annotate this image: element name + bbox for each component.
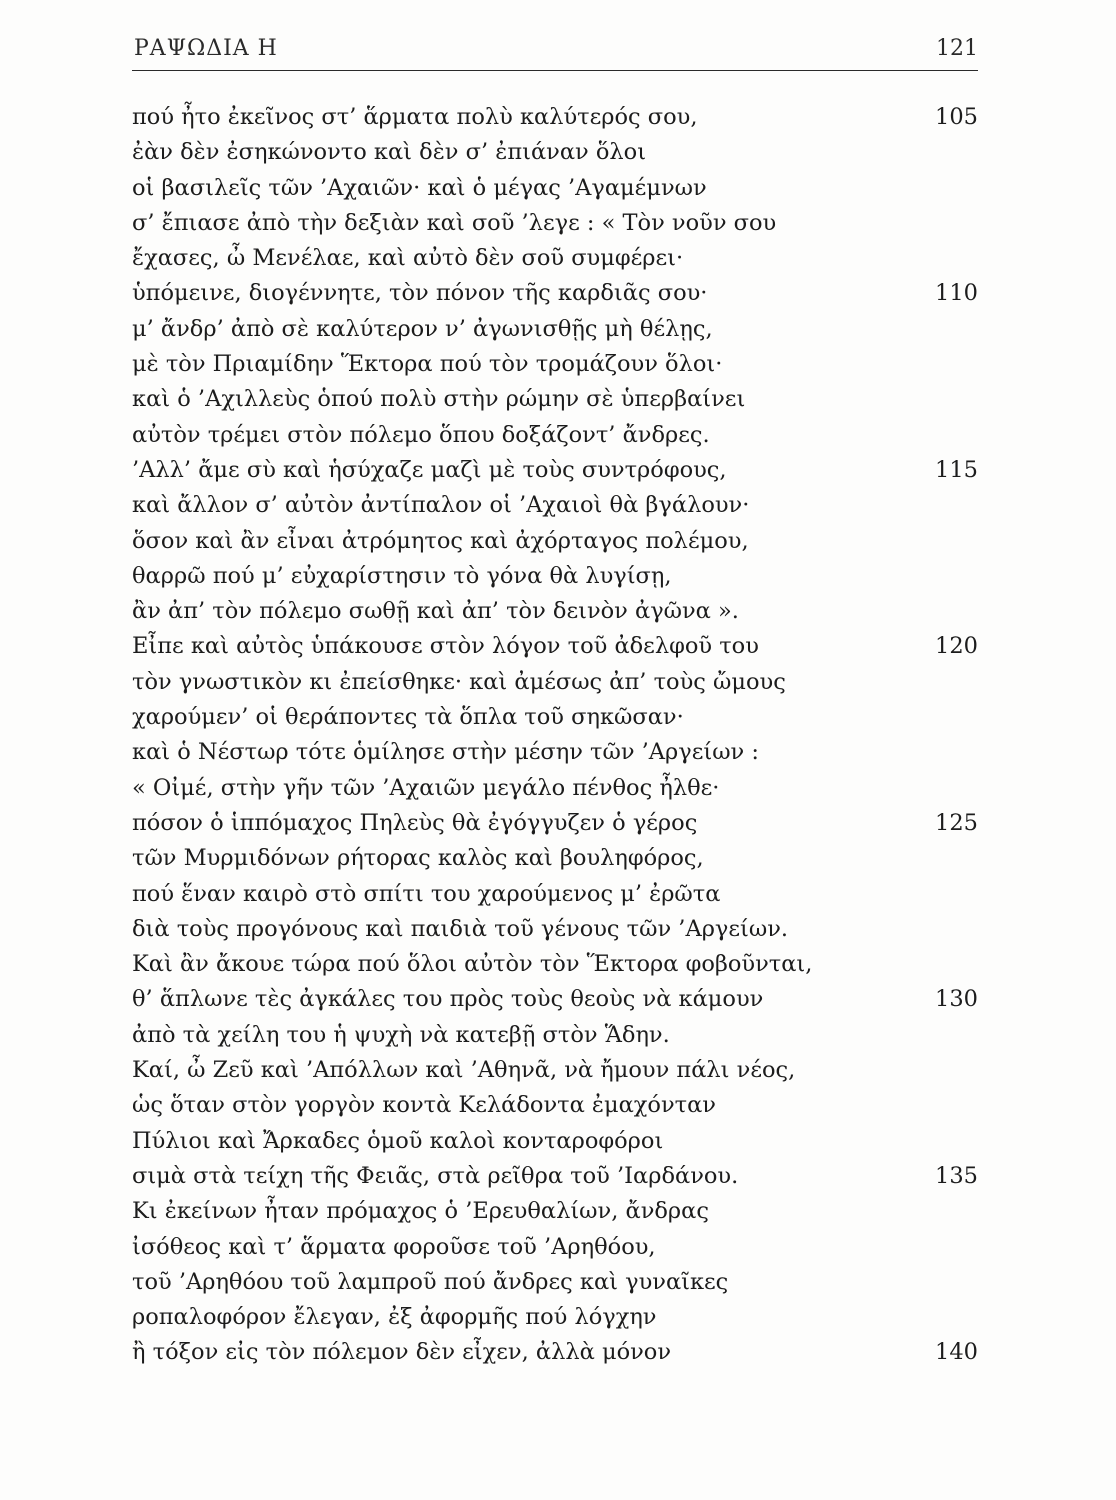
verse-text: ἔχασες, ὦ Μενέλαε, καὶ αὐτὸ δὲν σοῦ συμφέρει· [132, 245, 684, 272]
verse-line [132, 100, 978, 135]
verse-text: τῶν Μυρμιδόνων ρήτορας καλὸς καὶ βουληφόρος, [132, 845, 704, 872]
verse-text: οἱ βασιλεῖς τῶν ’Αχαιῶν· καὶ ὁ μέγας ’Αγαμέμνων [132, 174, 707, 201]
verse-line [132, 594, 978, 629]
verse-text: ἰσόθεος καὶ τ’ ἅρματα φοροῦσε τοῦ ’Αρηθόου, [132, 1233, 656, 1260]
verse-text: μὲ τὸν Πριαμίδην Ἕκτορα πού τὸν τρομάζουν ὅλοι· [132, 351, 723, 378]
line-number: 125 [935, 809, 978, 836]
verse-line [132, 1194, 978, 1229]
line-number: 140 [935, 1339, 978, 1366]
verse-line [132, 418, 978, 453]
verse-text: πού ἦτο ἐκεῖνος στ’ ἅρματα πολὺ καλύτερός σου, [132, 104, 698, 130]
line-number: 105 [935, 104, 978, 130]
verse-line [132, 1088, 978, 1123]
verse-line [132, 1300, 978, 1335]
verse-text: πού ἕναν καιρὸ στὸ σπίτι του χαρούμενος μ’ ἐρῶτα [132, 880, 721, 907]
verse-line [132, 488, 978, 523]
verse-line [132, 1018, 978, 1053]
verse-text: « Οἰμέ, στὴν γῆν τῶν ’Αχαιῶν μεγάλο πένθος ἦλθε· [132, 774, 720, 801]
verse-text: ἐὰν δὲν ἐσηκώνοντο καὶ δὲν σ’ ἐπιάναν ὅλοι [132, 139, 647, 166]
verse-text: καὶ ὁ Νέστωρ τότε ὁμίλησε στὴν μέσην τῶν ’Αργείων : [132, 739, 759, 766]
running-title: ΡΑΨΩΔΙΑ Η [134, 36, 278, 61]
verse-line [132, 771, 978, 806]
verse-text: θ’ ἅπλωνε τὲς ἀγκάλες του πρὸς τοὺς θεοὺς νὰ κάμουν [132, 986, 764, 1013]
line-number: 130 [935, 986, 978, 1013]
verse-line [132, 382, 978, 417]
verse-line [132, 806, 978, 841]
verse-line [132, 982, 978, 1017]
verse-text: θαρρῶ πού μ’ εὐχαρίστησιν τὸ γόνα θὰ λυγίσῃ, [132, 562, 672, 589]
verse-text: ἢ τόξον εἰς τὸν πόλεμον δὲν εἶχεν, ἀλλὰ μόνον [132, 1339, 672, 1366]
verse-text: χαρούμεν’ οἱ θεράποντες τὰ ὅπλα τοῦ σηκῶσαν· [132, 704, 684, 731]
verse-text: πόσον ὁ ἱππόμαχος Πηλεὺς θὰ ἐγόγγυζεν ὁ γέρος [132, 809, 698, 836]
verse-line [132, 1159, 978, 1194]
verse-text: Καί, ὦ Ζεῦ καὶ ’Απόλλων καὶ ’Αθηνᾶ, νὰ ἤμουν πάλι νέος, [132, 1057, 796, 1084]
verse-line [132, 347, 978, 382]
verse-line [132, 559, 978, 594]
verse-text: ὡς ὅταν στὸν γοργὸν κοντὰ Κελάδοντα ἐμαχόνταν [132, 1092, 716, 1119]
verse-text: Κι ἐκείνων ἦταν πρόμαχος ὁ ’Ερευθαλίων, ἄνδρας [132, 1198, 709, 1225]
verse-line [132, 241, 978, 276]
verse-line [132, 135, 978, 170]
verse-text: καὶ ἄλλον σ’ αὐτὸν ἀντίπαλον οἱ ’Αχαιοὶ θὰ βγάλουν· [132, 492, 750, 519]
verse-line [132, 877, 978, 912]
verse-text: ὑπόμεινε, διογέννητε, τὸν πόνον τῆς καρδιᾶς σου· [132, 280, 708, 307]
verse-line [132, 912, 978, 947]
verse-line [132, 1335, 978, 1370]
verse-line [132, 700, 978, 735]
running-head [132, 30, 978, 71]
poem-lines [132, 100, 978, 1371]
line-number: 110 [935, 280, 978, 307]
verse-text: ὅσον καὶ ἂν εἶναι ἀτρόμητος καὶ ἀχόρταγος πολέμου, [132, 527, 749, 554]
verse-line [132, 312, 978, 347]
verse-line [132, 206, 978, 241]
page-number: 121 [936, 36, 978, 61]
verse-line [132, 841, 978, 876]
line-number: 135 [935, 1162, 978, 1189]
verse-line [132, 735, 978, 770]
verse-line [132, 665, 978, 700]
verse-text: αὐτὸν τρέμει στὸν πόλεμο ὅπου δοξάζοντ’ ἄνδρες. [132, 421, 710, 448]
verse-text: τὸν γνωστικὸν κι ἐπείσθηκε· καὶ ἀμέσως ἀπ’ τοὺς ὤμους [132, 668, 786, 695]
verse-line [132, 171, 978, 206]
verse-text: Πύλιοι καὶ Ἄρκαδες ὁμοῦ καλοὶ κονταροφόροι [132, 1127, 664, 1154]
verse-text: ἂν ἀπ’ τὸν πόλεμο σωθῇ καὶ ἀπ’ τὸν δεινὸν ἀγῶνα ». [132, 598, 739, 625]
verse-text: σιμὰ στὰ τείχη τῆς Φειᾶς, στὰ ρεῖθρα τοῦ ’Ιαρδάνου. [132, 1162, 739, 1189]
verse-line [132, 1124, 978, 1159]
verse-line [132, 276, 978, 311]
verse-line [132, 629, 978, 664]
verse-text: μ’ ἄνδρ’ ἀπὸ σὲ καλύτερον ν’ ἀγωνισθῇς μὴ θέλῃς, [132, 315, 713, 342]
verse-line [132, 453, 978, 488]
verse-text: σ’ ἔπιασε ἀπὸ τὴν δεξιὰν καὶ σοῦ ’λεγε : « Τὸν νοῦν σου [132, 209, 777, 236]
verse-text: ἀπὸ τὰ χείλη του ἡ ψυχὴ νὰ κατεβῇ στὸν Ἅδην. [132, 1021, 670, 1048]
line-number: 115 [935, 456, 978, 483]
verse-text: Εἶπε καὶ αὐτὸς ὑπάκουσε στὸν λόγον τοῦ ἀδελφοῦ του [132, 633, 759, 660]
verse-line [132, 524, 978, 559]
verse-line [132, 1053, 978, 1088]
verse-text: ’Αλλ’ ἄμε σὺ καὶ ἡσύχαζε μαζὶ μὲ τοὺς συντρόφους, [132, 456, 727, 483]
verse-text: ροπαλοφόρον ἔλεγαν, ἐξ ἀφορμῆς πού λόγχην [132, 1304, 657, 1331]
verse-text: διὰ τοὺς προγόνους καὶ παιδιὰ τοῦ γένους τῶν ’Αργείων. [132, 915, 789, 942]
verse-text: Καὶ ἂν ἄκουε τώρα πού ὅλοι αὐτὸν τὸν Ἕκτορα φοβοῦνται, [132, 951, 813, 978]
verse-text: τοῦ ’Αρηθόου τοῦ λαμπροῦ πού ἄνδρες καὶ γυναῖκες [132, 1268, 729, 1295]
verse-line [132, 1265, 978, 1300]
verse-line [132, 947, 978, 982]
line-number: 120 [935, 633, 978, 660]
verse-line [132, 1230, 978, 1265]
verse-text: καὶ ὁ ’Αχιλλεὺς ὁπού πολὺ στὴν ρώμην σὲ ὑπερβαίνει [132, 386, 746, 413]
